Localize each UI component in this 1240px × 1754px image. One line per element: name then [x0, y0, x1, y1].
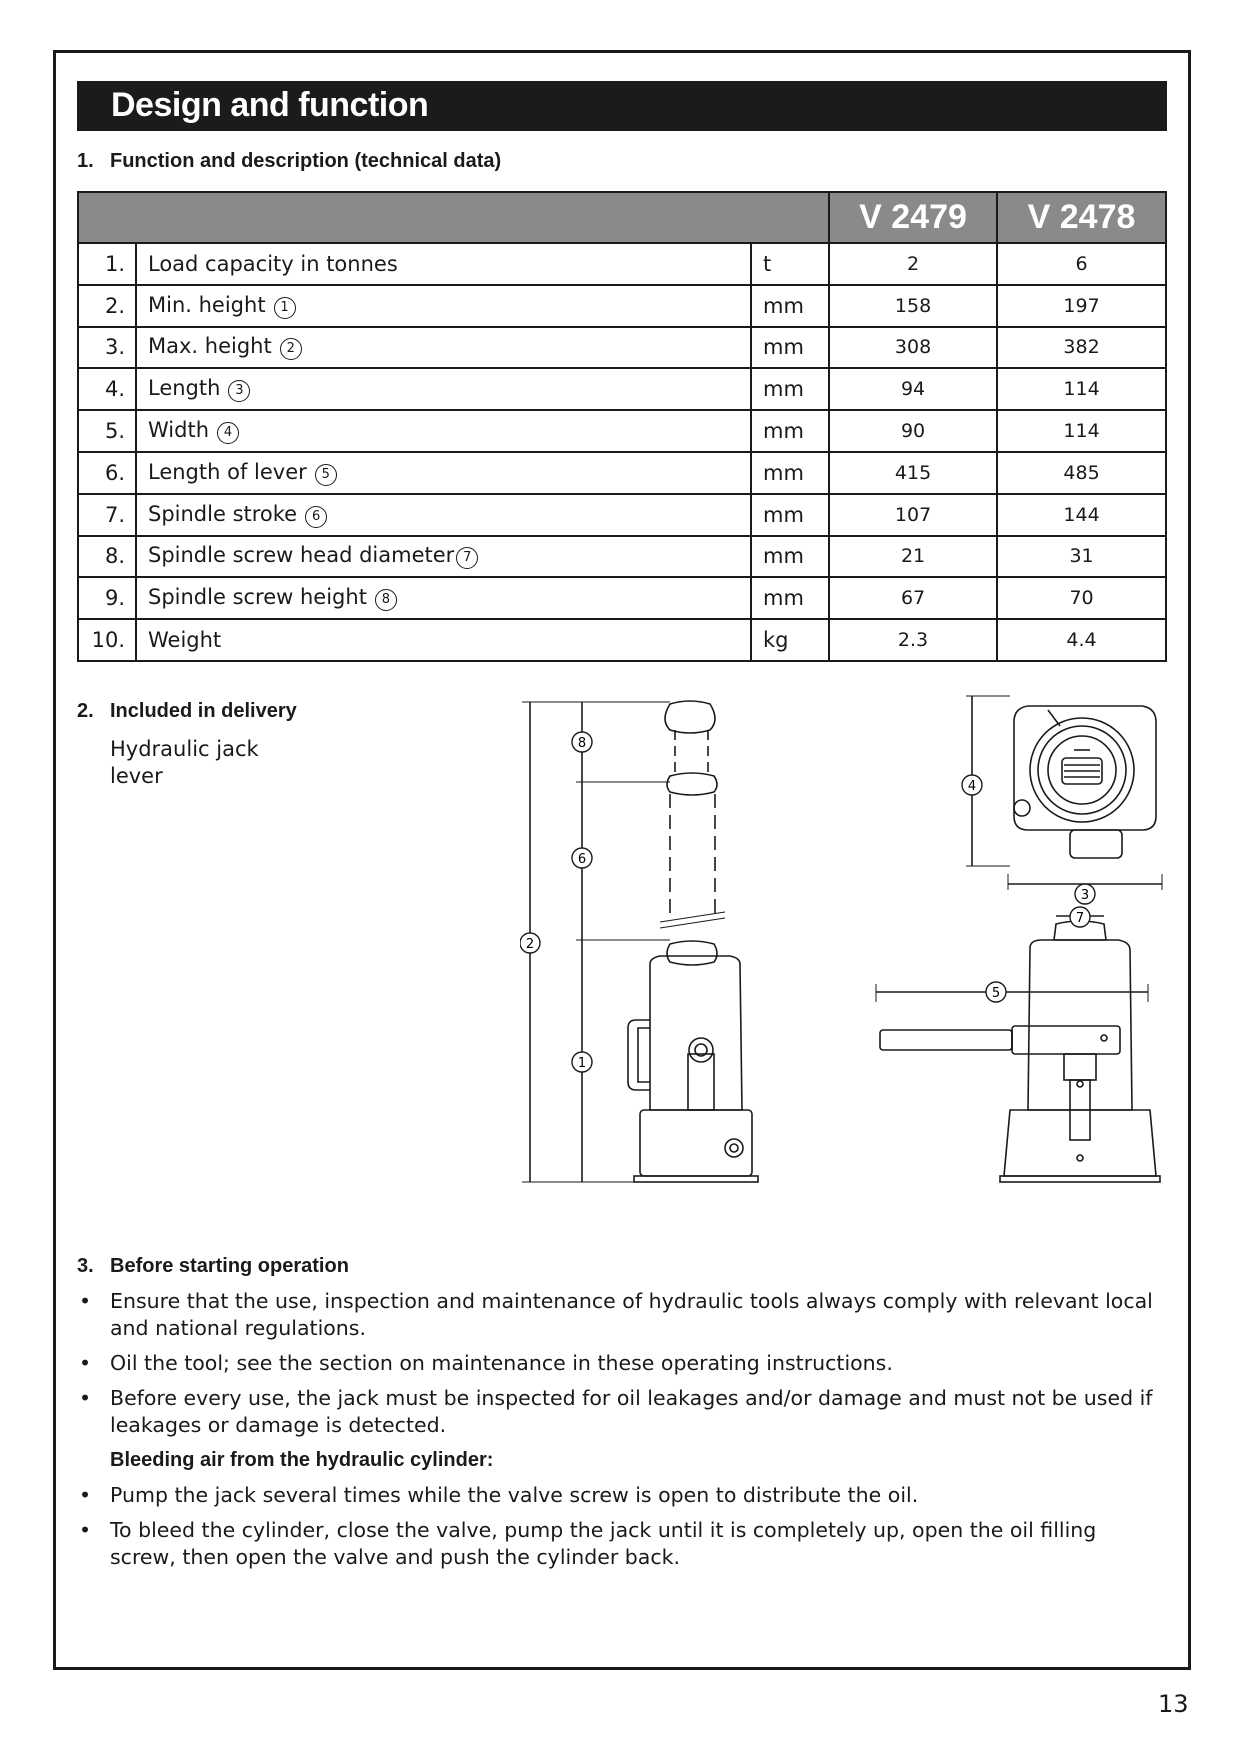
value-v2478: 485 — [997, 452, 1166, 494]
value-v2479: 415 — [829, 452, 997, 494]
table-row — [78, 577, 1166, 619]
row-description-text: Max. height — [148, 334, 272, 359]
bullet-item: • Pump the jack several times while the valve screw is open to distribute the oil. — [79, 1483, 919, 1507]
row-description — [136, 368, 751, 410]
bullet-item: • Oil the tool; see the section on maintenance in these operating instructions. — [79, 1351, 893, 1375]
row-description-text: Length of lever — [148, 459, 307, 484]
section-title: Before starting operation — [110, 1255, 349, 1277]
title-bar — [77, 81, 1167, 131]
table-row — [78, 285, 1166, 327]
value-v2479: 2 — [829, 243, 997, 285]
marker-3-label: 3 — [1080, 888, 1090, 903]
value-v2478: 4.4 — [997, 619, 1166, 661]
row-description — [136, 285, 751, 327]
value-v2479: 21 — [829, 536, 997, 578]
marker-4 — [962, 775, 982, 795]
table-row — [78, 327, 1166, 369]
value-v2479: 158 — [829, 285, 997, 327]
row-description-text: Width — [148, 418, 210, 443]
marker-5-label: 5 — [991, 986, 1001, 1001]
row-unit: kg — [751, 619, 829, 661]
delivery-item: Hydraulic jack — [110, 737, 259, 761]
operation-instructions — [77, 1288, 1167, 1579]
bullet-text: To bleed the cylinder, close the valve, pump the jack until it is completely up, open the oil filling screw, then open the valve and push the cylinder back. — [110, 1518, 1097, 1569]
value-v2479: 94 — [829, 368, 997, 410]
row-number: 4. — [78, 368, 136, 410]
row-description-text: Spindle screw head diameter — [148, 543, 455, 568]
marker-2-label: 2 — [525, 937, 535, 952]
marker-5 — [986, 982, 1006, 1002]
value-v2479: 2.3 — [829, 619, 997, 661]
row-number: 7. — [78, 494, 136, 536]
marker-3 — [1075, 884, 1095, 904]
row-description-text: Spindle stroke — [148, 501, 298, 526]
row-unit: mm — [751, 410, 829, 452]
row-number: 6. — [78, 452, 136, 494]
dimension-marker: 6 — [305, 506, 327, 528]
marker-4-label: 4 — [967, 779, 977, 794]
row-description-text: Min. height — [148, 292, 266, 317]
section-title: Included in delivery — [110, 700, 297, 722]
row-unit: mm — [751, 285, 829, 327]
dimension-marker: 7 — [456, 547, 478, 569]
row-description — [136, 536, 751, 578]
value-v2479: 90 — [829, 410, 997, 452]
value-v2478: 70 — [997, 577, 1166, 619]
model-v2479-header: V 2479 — [829, 192, 997, 243]
marker-1-label: 1 — [577, 1056, 587, 1071]
bullet-text: Oil the tool; see the section on maintenance in these operating instructions. — [110, 1351, 893, 1375]
row-unit: mm — [751, 494, 829, 536]
row-description — [136, 452, 751, 494]
row-description — [136, 494, 751, 536]
row-number: 3. — [78, 327, 136, 369]
jack-side-view-diagram — [520, 690, 820, 1210]
value-v2478: 114 — [997, 368, 1166, 410]
row-unit: mm — [751, 577, 829, 619]
dimension-marker: 3 — [228, 380, 250, 402]
dimension-marker: 1 — [274, 297, 296, 319]
marker-6 — [572, 848, 592, 868]
technical-data-table — [77, 191, 1167, 662]
marker-7 — [1070, 907, 1090, 927]
row-description — [136, 577, 751, 619]
marker-8-label: 8 — [577, 736, 587, 751]
bleeding-subheading: Bleeding air from the hydraulic cylinder: — [110, 1449, 494, 1471]
row-number: 8. — [78, 536, 136, 578]
bullet-text: Pump the jack several times while the valve screw is open to distribute the oil. — [110, 1483, 919, 1507]
dimension-marker: 4 — [217, 422, 239, 444]
value-v2479: 67 — [829, 577, 997, 619]
row-number: 5. — [78, 410, 136, 452]
table-row — [78, 619, 1166, 661]
marker-1 — [572, 1052, 592, 1072]
value-v2478: 31 — [997, 536, 1166, 578]
table-header-blank — [78, 192, 829, 243]
page-title: Design and function — [111, 86, 429, 124]
section-number: 3. — [77, 1255, 94, 1277]
marker-2 — [520, 933, 540, 953]
table-row — [78, 410, 1166, 452]
row-number: 9. — [78, 577, 136, 619]
marker-7-label: 7 — [1075, 911, 1085, 926]
row-number: 1. — [78, 243, 136, 285]
dimension-marker: 2 — [280, 338, 302, 360]
value-v2479: 107 — [829, 494, 997, 536]
bullet-item: • To bleed the cylinder, close the valve, pump the jack until it is completely up, open the oil filling screw, then open the valve and push the cylinder back. — [79, 1518, 1097, 1569]
row-unit: mm — [751, 368, 829, 410]
row-description — [136, 243, 751, 285]
row-description — [136, 619, 751, 661]
value-v2478: 382 — [997, 327, 1166, 369]
marker-6-label: 6 — [577, 852, 587, 867]
model-v2478-header: V 2478 — [997, 192, 1166, 243]
row-description-text: Spindle screw height — [148, 585, 367, 610]
value-v2478: 144 — [997, 494, 1166, 536]
table-row — [78, 368, 1166, 410]
bullet-text: Ensure that the use, inspection and maintenance of hydraulic tools always comply with relevant local and national regulations. — [110, 1289, 1153, 1340]
row-description-text: Load capacity in tonnes — [148, 251, 398, 276]
row-unit: mm — [751, 452, 829, 494]
row-description-text: Weight — [148, 628, 222, 653]
table-header-row — [78, 192, 1166, 243]
row-number: 10. — [78, 619, 136, 661]
jack-top-and-front-view-diagram — [860, 690, 1172, 1210]
dimension-marker: 8 — [375, 589, 397, 611]
row-description-text: Length — [148, 376, 221, 401]
table-row — [78, 536, 1166, 578]
delivery-item: lever — [110, 764, 163, 788]
table-row — [78, 452, 1166, 494]
bullet-item: • Ensure that the use, inspection and maintenance of hydraulic tools always comply with relevant local and national regulations. — [79, 1289, 1153, 1340]
row-unit: t — [751, 243, 829, 285]
value-v2478: 6 — [997, 243, 1166, 285]
page-number: 13 — [1158, 1690, 1189, 1718]
table-row — [78, 243, 1166, 285]
row-unit: mm — [751, 327, 829, 369]
bullet-item: • Before every use, the jack must be inspected for oil leakages and/or damage and must not be used if leakages or damage is detected. — [79, 1386, 1153, 1437]
row-unit: mm — [751, 536, 829, 578]
marker-8 — [572, 732, 592, 752]
value-v2478: 114 — [997, 410, 1166, 452]
row-number: 2. — [78, 285, 136, 327]
value-v2478: 197 — [997, 285, 1166, 327]
section-title: Function and description (technical data) — [110, 150, 502, 172]
section-number: 2. — [77, 700, 94, 722]
dimension-markers — [962, 775, 1095, 1002]
section-number: 1. — [77, 150, 94, 172]
row-description — [136, 327, 751, 369]
bullet-text: Before every use, the jack must be inspected for oil leakages and/or damage and must not be used if leakages or damage is detected. — [110, 1386, 1153, 1437]
value-v2479: 308 — [829, 327, 997, 369]
table-row — [78, 494, 1166, 536]
dimension-marker: 5 — [315, 464, 337, 486]
row-description — [136, 410, 751, 452]
